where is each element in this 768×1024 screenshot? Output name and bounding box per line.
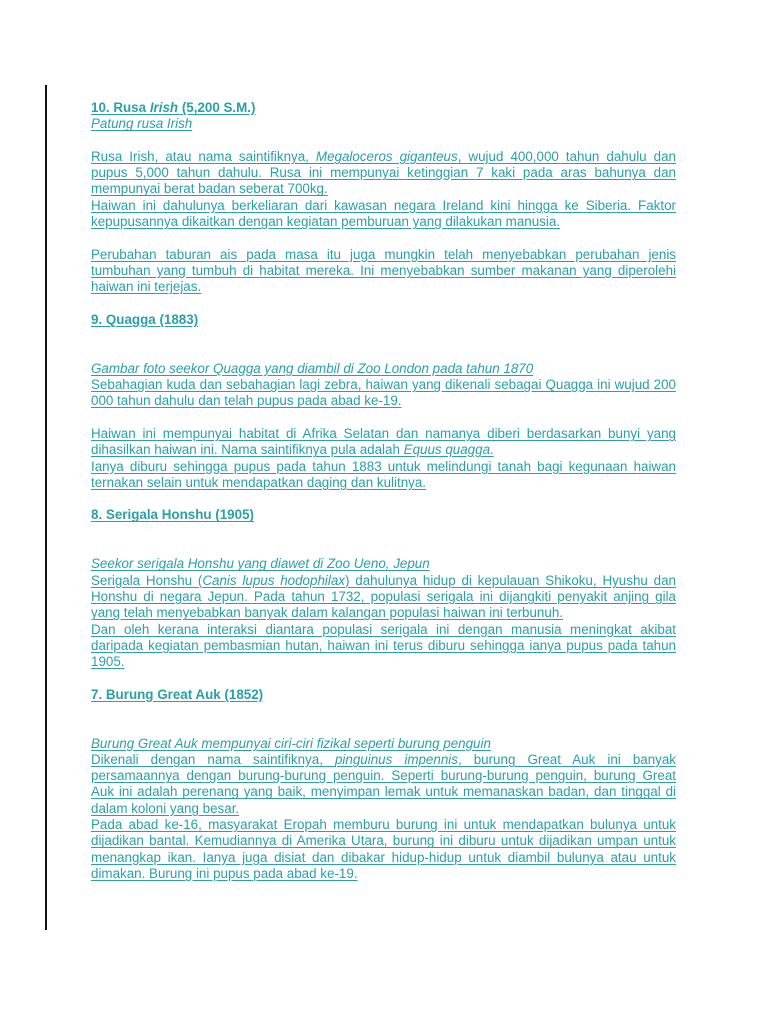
paragraph[interactable]: Pada abad ke-16, masyarakat Eropah memburu burung ini untuk mendapatkan bulunya untuk dijadikan bantal. Kemudiannya di Amerika Utara, burung ini diburu untuk dijadikan umpan untuk menangkap ikan. Ianya juga disiat dan dibakar hidup-hidup untuk diambil bulunya atau untuk dimakan. Burung ini pupus pada abad ke-19. <box>91 817 676 881</box>
heading-text[interactable]: 10. Rusa <box>91 100 150 115</box>
section-heading-great-auk[interactable]: 7. Burung Great Auk (1852) <box>91 686 264 702</box>
heading-tail-text[interactable]: (5,200 S.M.) <box>178 100 256 115</box>
document-body <box>91 100 676 882</box>
paragraph[interactable]: Dan oleh kerana interaksi diantara populasi serigala ini dengan manusia meningkat akibat daripada kegiatan pembasmian hutan, haiwan ini terus diburu sehingga ianya pupus pada tahun 1905. <box>91 621 676 670</box>
paragraph[interactable]: Haiwan ini dahulunya berkeliaran dari kawasan negara Ireland kini hingga ke Siberia. Faktor kepupusannya dikaitkan dengan kegiatan pemburuan yang dilakukan manusia. <box>91 197 676 230</box>
paragraph[interactable]: Serigala Honshu (Canis lupus hodophilax) dahulunya hidup di kepulauan Shikoku, Hyushu dan Honshu di negara Jepun. Pada tahun 1732, populasi serigala ini dijangkiti penyakit anjing gila yang telah menyebabkan banyak dalam kalangan populasi haiwan ini terbunuh. <box>91 572 676 621</box>
section-heading-serigala-honshu[interactable]: 8. Serigala Honshu (1905) <box>91 507 254 523</box>
heading-italic-text[interactable]: Irish <box>149 100 179 115</box>
image-caption[interactable]: Burung Great Auk mempunyai ciri-ciri fizikal seperti burung penguin <box>91 735 491 751</box>
paragraph[interactable]: Sebahagian kuda dan sebahagian lagi zebra, haiwan yang dikenali sebagai Quagga ini wujud 200 000 tahun dahulu dan telah pupus pada abad ke-19. <box>91 377 676 409</box>
section-heading-quagga[interactable]: 9. Quagga (1883) <box>91 311 199 327</box>
paragraph[interactable]: Perubahan taburan ais pada masa itu juga mungkin telah menyebabkan perubahan jenis tumbuhan yang tumbuh di habitat mereka. Ini menyebabkan sumber makanan yang diperolehi haiwan ini terjejas. <box>91 246 676 295</box>
image-caption[interactable]: Seekor serigala Honshu yang diawet di Zoo Ueno, Jepun <box>91 556 430 572</box>
paragraph[interactable]: Ianya diburu sehingga pupus pada tahun 1883 untuk melindungi tanah bagi kegunaan haiwan ternakan selain untuk mendapatkan daging dan kulitnya. <box>91 458 676 490</box>
image-caption[interactable]: Gambar foto seekor Quagga yang diambil di Zoo London pada tahun 1870 <box>91 360 534 376</box>
section-heading-rusa-irish[interactable] <box>91 100 676 116</box>
left-margin-rule <box>45 85 47 930</box>
paragraph[interactable]: Dikenali dengan nama saintifiknya, pinguinus impennis, burung Great Auk ini banyak persamaannya dengan burung-burung penguin. Seperti burung-burung penguin, burung Great Auk ini adalah perenang yang baik, menyimpan lemak untuk memanaskan badan, dan tinggal di dalam koloni yang besar. <box>91 751 676 816</box>
image-caption[interactable]: Patung rusa Irish <box>91 116 193 132</box>
paragraph[interactable]: Haiwan ini mempunyai habitat di Afrika Selatan dan namanya diberi berdasarkan bunyi yang dihasilkan haiwan ini. Nama saintifiknya pula adalah Equus quagga. <box>91 425 676 458</box>
paragraph[interactable]: Rusa Irish, atau nama saintifiknya, Megaloceros giganteus, wujud 400,000 tahun dahulu dan pupus 5,000 tahun dahulu. Rusa ini mempunyai ketinggian 7 kaki pada aras bahunya dan mempunyai berat badan seberat 700kg. <box>91 148 676 197</box>
